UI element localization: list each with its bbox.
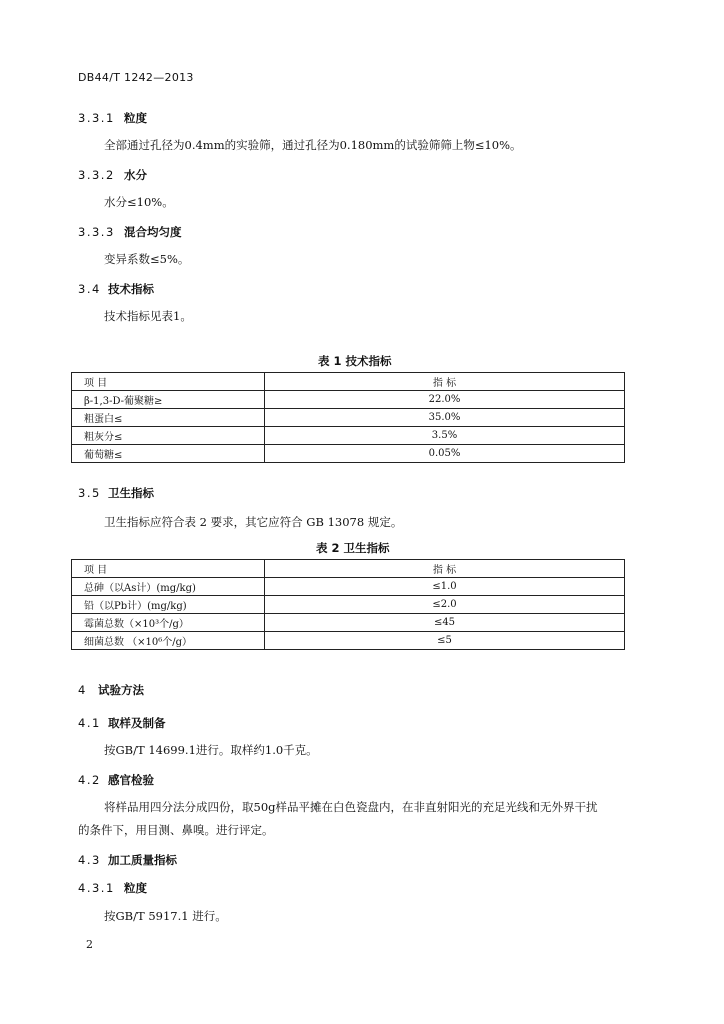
table-row <box>72 578 625 596</box>
section-heading-4 <box>78 682 144 698</box>
section-heading-4-3 <box>78 852 177 868</box>
section-number: 4.3.1 <box>78 881 115 895</box>
section-number: 4 <box>78 683 87 697</box>
section-heading-3-3-2 <box>78 167 147 183</box>
value-cell: 22.0% <box>265 391 625 409</box>
paragraph: 全部通过孔径为0.4mm的实验筛，通过孔径为0.180mm的试验筛筛上物≤10%。 <box>104 138 522 152</box>
item-cell: 总砷（以As计）(mg/kg) <box>72 578 265 596</box>
value-cell: 35.0% <box>265 409 625 427</box>
section-number: 4.1 <box>78 716 101 730</box>
section-title: 水分 <box>124 168 147 182</box>
section-title: 粒度 <box>124 111 147 125</box>
header-cell: 指 标 <box>265 373 625 391</box>
value-cell: ≤5 <box>265 632 625 650</box>
table-row <box>72 632 625 650</box>
paragraph: 卫生指标应符合表 2 要求，其它应符合 GB 13078 规定。 <box>104 515 403 529</box>
item-cell: 细菌总数 （×10⁶个/g） <box>72 632 265 650</box>
section-heading-4-2 <box>78 772 154 788</box>
section-title: 卫生指标 <box>108 486 154 500</box>
item-cell: 粗灰分≤ <box>72 427 265 445</box>
document-header: DB44/T 1242—2013 <box>78 71 194 84</box>
table-row <box>72 409 625 427</box>
section-title: 取样及制备 <box>108 716 166 730</box>
section-heading-3-4 <box>78 281 154 297</box>
section-number: 3.5 <box>78 486 101 500</box>
section-title: 粒度 <box>124 881 147 895</box>
section-number: 3.4 <box>78 282 101 296</box>
section-heading-3-5 <box>78 485 154 501</box>
item-cell: 霉菌总数（×10³个/g） <box>72 614 265 632</box>
section-heading-3-3-1 <box>78 110 147 126</box>
value-cell: ≤2.0 <box>265 596 625 614</box>
hygiene-index-table <box>71 559 625 650</box>
section-number: 3.3.2 <box>78 168 115 182</box>
paragraph: 技术指标见表1。 <box>104 309 192 323</box>
item-cell: 粗蛋白≤ <box>72 409 265 427</box>
table-row <box>72 614 625 632</box>
paragraph: 变异系数≤5%。 <box>104 252 190 266</box>
value-cell: ≤45 <box>265 614 625 632</box>
section-title: 试验方法 <box>98 683 144 697</box>
table-row <box>72 391 625 409</box>
section-heading-4-3-1 <box>78 880 147 896</box>
paragraph: 水分≤10%。 <box>104 195 174 209</box>
header-cell: 指 标 <box>265 560 625 578</box>
section-heading-4-1 <box>78 715 166 731</box>
section-title: 混合均匀度 <box>124 225 182 239</box>
section-title: 加工质量指标 <box>108 853 177 867</box>
page-number: 2 <box>86 938 93 951</box>
table-row <box>72 596 625 614</box>
table-header-row <box>72 373 625 391</box>
table-row <box>72 445 625 463</box>
section-number: 4.3 <box>78 853 101 867</box>
table-header-row <box>72 560 625 578</box>
section-title: 技术指标 <box>108 282 154 296</box>
section-title: 感官检验 <box>108 773 154 787</box>
paragraph: 按GB/T 5917.1 进行。 <box>104 909 227 923</box>
paragraph: 将样品用四分法分成四份，取50g样品平摊在白色瓷盘内，在非直射阳光的充足光线和无外界干扰 <box>104 800 598 814</box>
section-number: 4.2 <box>78 773 101 787</box>
table-caption: 表 1 技术指标 <box>318 354 392 368</box>
table-row <box>72 427 625 445</box>
technical-index-table <box>71 372 625 463</box>
value-cell: 3.5% <box>265 427 625 445</box>
section-number: 3.3.3 <box>78 225 115 239</box>
header-cell: 项 目 <box>72 560 265 578</box>
item-cell: β-1,3-D-葡聚糖≥ <box>72 391 265 409</box>
header-cell: 项 目 <box>72 373 265 391</box>
section-number: 3.3.1 <box>78 111 115 125</box>
value-cell: ≤1.0 <box>265 578 625 596</box>
paragraph: 按GB/T 14699.1进行。取样约1.0千克。 <box>104 743 318 757</box>
item-cell: 铅（以Pb计）(mg/kg) <box>72 596 265 614</box>
paragraph-continuation: 的条件下，用目测、鼻嗅。进行评定。 <box>78 823 274 837</box>
section-heading-3-3-3 <box>78 224 182 240</box>
item-cell: 葡萄糖≤ <box>72 445 265 463</box>
table-caption: 表 2 卫生指标 <box>316 541 390 555</box>
value-cell: 0.05% <box>265 445 625 463</box>
